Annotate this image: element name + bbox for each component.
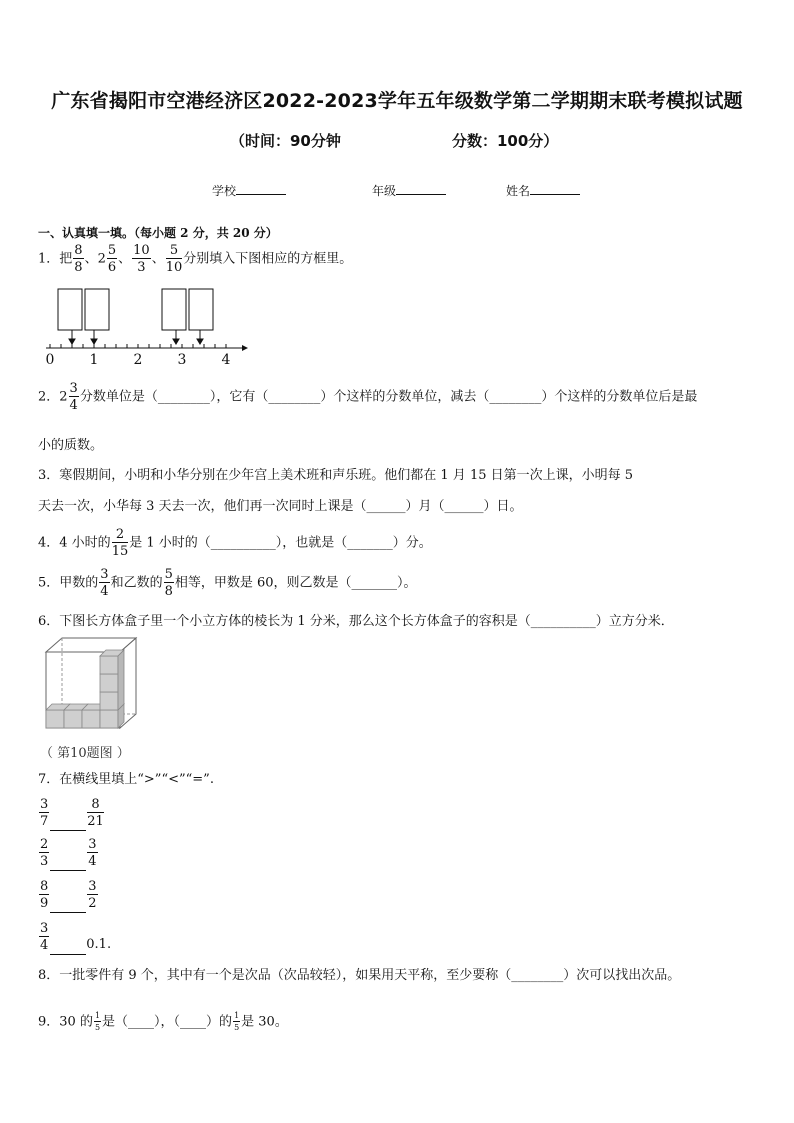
q1-prefix: 1．把 [38, 251, 73, 267]
q2-fraction: $\frac{3}{4}$ [69, 381, 78, 413]
question-8: 8．一批零件有 9 个，其中有一个是次品（次品较轻），如果用天平称，至少要称（________）次可以找出次品。 [38, 968, 681, 983]
section-heading: 一、认真填一填。（每小题 2 分，共 20 分） [38, 226, 278, 240]
answer-box-4[interactable] [189, 289, 213, 330]
question-3-line-2: 天去一次，小华每 3 天去一次，他们再一次同时上课是（______）月（______）日。 [38, 499, 523, 514]
q9-fraction-1: $\frac{1}{5}$ [94, 1011, 101, 1032]
question-5: 5．甲数的 $\frac{3}{4}$ 和乙数的 $\frac{5}{8}$ 相等，甲数是 60，则乙数是（_______）。 [38, 567, 417, 599]
grade-label: 年级 [372, 184, 397, 198]
score-label: 分数：100分） [452, 132, 559, 150]
page-title: 广东省揭阳市空港经济区2022-2023学年五年级数学第二学期期末联考模拟试题 [51, 90, 743, 112]
question-7: 7．在横线里填上“>”“<”“=”. [38, 772, 214, 787]
box-diagram [40, 636, 140, 732]
question-3-line-1: 3．寒假期间，小明和小华分别在少年宫上美术班和声乐班。他们都在 1 月 15 日第一次上课，小明每 5 [38, 468, 634, 483]
q1-fraction-3: $\frac{10}{3}$ [133, 243, 150, 275]
axis-ticks [50, 344, 226, 348]
school-blank[interactable] [236, 194, 286, 195]
question-9: 9．30 的 $\frac{1}{5}$ 是（____），（____）的 $\frac{1}{5}$ 是 30。 [38, 1011, 288, 1032]
compare-blank-3[interactable] [50, 912, 86, 913]
q5-fraction-1: $\frac{3}{4}$ [100, 567, 109, 599]
question-2-cont: 小的质数。 [38, 438, 104, 453]
q1-fraction-2: $\frac{5}{6}$ [107, 243, 117, 275]
grade-field [372, 182, 446, 199]
tick-label-0: 0 [45, 352, 55, 366]
name-field [506, 182, 580, 199]
q1-suffix: 分别填入下图相应的方框里。 [183, 251, 353, 267]
pointer-arrows [69, 330, 203, 344]
tick-label-4: 4 [221, 352, 231, 366]
name-label: 姓名 [506, 184, 531, 198]
compare-blank-1[interactable] [50, 830, 86, 831]
tick-label-2: 2 [133, 352, 143, 366]
q5-fraction-2: $\frac{5}{8}$ [164, 567, 173, 599]
compare-row-3: $\frac{8}{9}$ $\frac{3}{2}$ [40, 879, 97, 911]
school-field [212, 182, 286, 199]
tick-label-1: 1 [89, 352, 99, 366]
q9-fraction-2: $\frac{1}{5}$ [234, 1011, 240, 1032]
time-label: （时间：90分钟 [230, 132, 341, 150]
question-2: 2．2 $\frac{3}{4}$ 分数单位是（________），它有（________）个这样的分数单位，减去（________）个这样的分数单位后是最 [38, 381, 698, 413]
figure-caption: （ 第10题图 ） [40, 746, 130, 761]
answer-box-2[interactable] [85, 289, 109, 330]
question-6: 6．下图长方体盒子里一个小立方体的棱长为 1 分米，那么这个长方体盒子的容积是（__________）立方分米． [38, 614, 674, 629]
compare-row-2: $\frac{2}{3}$ $\frac{3}{4}$ [40, 837, 97, 869]
q1-fraction-4: $\frac{5}{10}$ [165, 243, 183, 275]
compare-row-1: $\frac{3}{7}$ $\frac{8}{21}$ [40, 797, 104, 829]
tick-label-3: 3 [177, 352, 187, 366]
question-4: 4．4 小时的 $\frac{2}{15}$ 是 1 小时的（__________），也就是（_______）分。 [38, 527, 432, 559]
name-blank[interactable] [530, 194, 580, 195]
answer-box-3[interactable] [162, 289, 186, 330]
compare-blank-2[interactable] [50, 870, 86, 871]
q2-text: 分数单位是（________），它有（________）个这样的分数单位，减去（________）个这样的分数单位后是最 [79, 389, 698, 405]
grade-blank[interactable] [396, 194, 446, 195]
question-1: 1．把 $\frac{8}{8}$ 、2 $\frac{5}{6}$ 、 $\frac{10}{3}$ 、 $\frac{5}{10}$ 分别填入下图相应的方框里。 [38, 243, 353, 275]
q4-fraction: $\frac{2}{15}$ [111, 527, 129, 559]
q1-fraction-1: $\frac{8}{8}$ [74, 243, 83, 275]
answer-box-1[interactable] [58, 289, 82, 330]
compare-blank-4[interactable] [50, 954, 86, 955]
compare-row-4: $\frac{3}{4}$ 0.1. [40, 921, 112, 953]
number-line-diagram [36, 286, 256, 366]
axis-arrowhead [242, 345, 248, 351]
school-label: 学校 [212, 184, 237, 198]
